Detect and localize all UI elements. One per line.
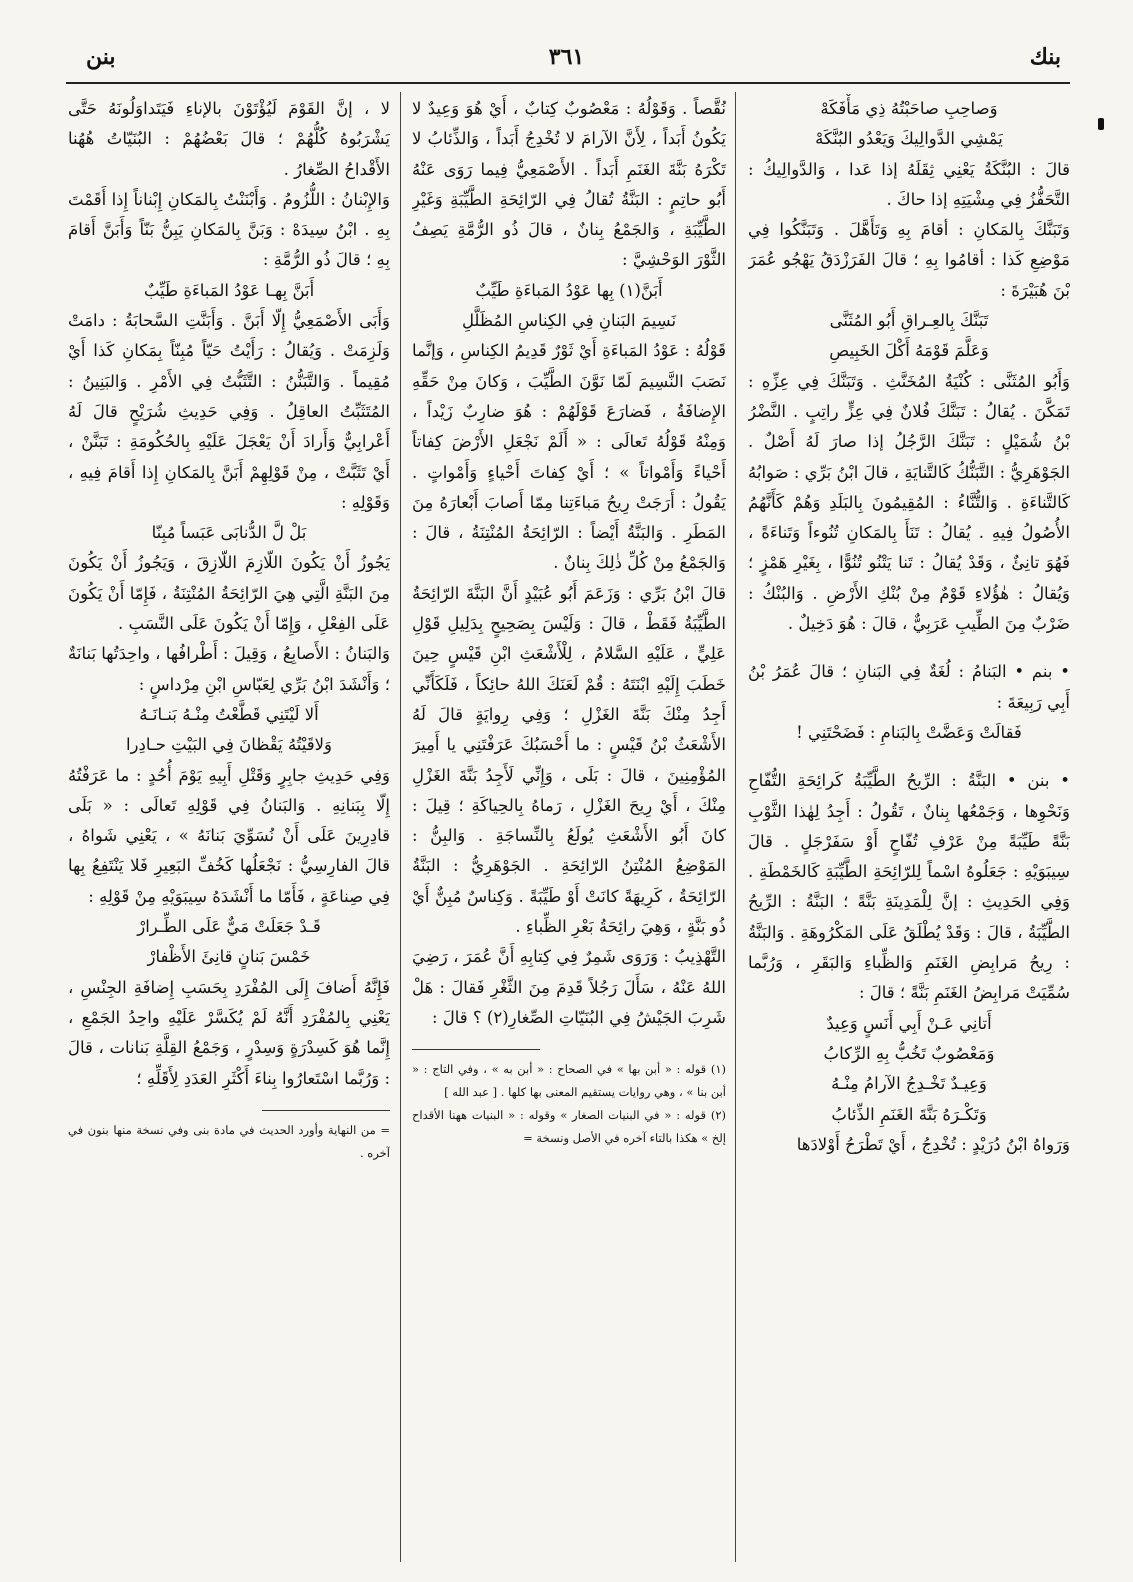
- verse-line: أَتانِي عَـنْ أَبِي أَنَسٍ وَعِيدٌ: [826, 1013, 992, 1033]
- entry-paragraph: يَجُوزُ أَنْ يَكُونَ اللّازِمَ اللّازِقَ ، وَيَجُوزُ أَنْ يَكُونَ مِنَ البَنَّةِ الَّتِي هِيَ الرّائِحَةُ المُنْتِنَةُ ، فَإِمّا أَنْ يَكُونَ عَلَى الفِعْلِ ، وَإِمّا أَنْ يَكُونَ عَلَى النَّسَبِ .: [68, 553, 390, 634]
- entry-paragraph: وَفِي حَدِيثِ جابِرٍ وَقَتْلِ أَبِيهِ يَوْمَ أُحُدٍ : ما عَرَفْتُهُ إِلّا بِبَنانِهِ . وَالبَنانُ فِي قَوْلِهِ تَعالَى : « بَلَى قادِرِينَ عَلَى أَنْ نُسَوِّيَ بَنانَهُ » ، يَعْنِي شَواهُ ، قالَ الفارِسِيُّ : نَجْعَلُها كَخُفِّ البَعِيرِ فَلا يَنْتَفِعُ بِها فِي صِناعَةٍ ، فَأَمّا ما أَنْشَدَهُ سِيبَوَيْهِ مِنْ قَوْلِهِ :: [68, 765, 390, 906]
- entry-paragraph: وَرَواهُ ابْنُ دُرَيْدٍ : تُخْدِجُ ، أَيْ تَطْرَحُ أَوْلادَها: [796, 1134, 1070, 1154]
- footnote: (٢) قوله : « في البنيات الصغار » وقوله : « البنيات ههنا الأقداح إلخ » هكذا بالتاء آخره في الأصل ونسخة =: [412, 1108, 726, 1146]
- entry-paragraph: قَوْلُهُ : عَوْدُ المَباءَةِ أَيْ ثَوْرٌ قَدِيمُ الكِناسِ ، وَإنَّما نَصَبَ النَّسِيمَ لَمّا نَوَّنَ الطَّيِّبَ ، وَكانَ مِنْ حَقِّهِ الإِضافَةُ ، فَضارَعَ قَوْلَهُمْ : هُوَ ضارِبٌ زَيْداً ، وَمِنْهُ قَوْلُهُ تَعالَى : « أَلَمْ نَجْعَلِ الأَرْضَ كِفاتاً أَحْياءً وَأَمْواتاً » ؛ أَيْ كِفاتَ أَحْياءٍ وَأَمْواتٍ . يَقُولُ : أَرَجَتْ رِيحُ مَباءَتِنا مِمّا أَصابَ أَبْعارَهُ مِنَ المَطَرِ . وَالبَنَّةُ أَيْضاً : الرّائِحَةُ المُنْتِنَةُ ، قالَ : وَالجَمْعُ مِنْ كُلِّ ذٰلِكَ بِنانٌ .: [412, 341, 726, 573]
- header-root-word-left: بنن: [86, 44, 116, 70]
- verse-line: وَلاقَيْتُهُ يَقْظانَ فِي البَيْتِ حـادِرا: [125, 735, 333, 755]
- verse-line: وَعِيـدٌ تَخْـدِجُ الآرامُ مِنْـهُ: [831, 1074, 987, 1094]
- column-left: [68, 94, 390, 1556]
- column-right: [748, 94, 1070, 1556]
- entry-paragraph: قالَ : البُنَّكَةُ يَعْنِي ثِقَلَهُ إذا عَدا ، وَالدَّوالِيكُ : التَّحَفُّزُ فِي مِشْيَتِهِ إذا حاكَ .: [748, 159, 1070, 209]
- verse-line: نَسِيمَ البَنانِ فِي الكِناسِ المُظَلَّلِ: [461, 311, 677, 331]
- entry-paragraph: • بنم • البَنامُ : لُغَةٌ فِي البَنانِ ؛ قالَ عُمَرُ بْنُ أَبِي رَبِيعَةَ :: [748, 662, 1070, 712]
- footnote: = من النهاية وأورد الحديث في مادة بنى وفي نسخة منها بنون في آخره .: [68, 1122, 390, 1160]
- entry-paragraph: وَالبَنانُ : الأَصابِعُ ، وَقِيلَ : أَطْرافُها ، واحِدَتُها بَنانَةٌ ؛ وَأَنْشَدَ ابْنُ بَرِّي لِعَبّاسِ ابْنِ مِرْداسٍ :: [68, 644, 390, 694]
- verse-line: بَلْ لَّ الدُّنابَى عَبَساً مُبِنّا: [151, 523, 307, 543]
- header-root-word-right: بنك: [1029, 44, 1061, 70]
- column-divider: [735, 92, 736, 1562]
- verse-line: وَتَكْـرَهُ بَنَّةَ الغَنَمِ الذِّئابُ: [831, 1104, 987, 1124]
- entry-paragraph: فَإِنَّهُ أَضافَ إِلَى المُفْرَدِ بِحَسَبِ إِضافَةِ الجِنْسِ ، يَعْنِي بِالمُفْرَدِ أَنَّهُ لَمْ يُكَسَّرْ عَلَيْهِ واحِدُ الجَمْعِ ، إِنَّما هُوَ كَسِدْرَةٍ وَسِدْرٍ ، وَجَمْعُ القِلَّةِ بَنانات ، قالَ : وَرُبَّما اسْتَعارُوا بِناءَ أَكْثَرِ العَدَدِ لِأَقَلِّهِ ؛: [68, 977, 390, 1088]
- verse-line: أَبَنَّ بِهـا عَوْدُ المَباءَةِ طَيِّبٌ: [143, 280, 315, 300]
- verse-line: وَمَعْصُوبٌ تَخُبُّ بِهِ الرِّكابُ: [823, 1043, 995, 1063]
- footnote: (١) قوله : « أبن بها » في الصحاح : « أبن به » ، وفي التاج : « أبن بنا » ، وهي روايات يستقيم المعنى بها كلها . [ عبد الله ]: [412, 1062, 726, 1100]
- entry-paragraph: لا ، إنَّ القَوْمَ لَيُؤْتَوْنَ بالإناءِ فَيَتَداوَلُونَهُ حَتَّى يَشْرَبُوهُ كُلُّهُمْ ؛ قالَ بَعْضُهُمْ : البُنَيّاتُ هُهُنا الأَقْداحُ الصِّغارُ .: [68, 99, 390, 179]
- entry-paragraph: نُقَّصاً . وَقَوْلُهُ : مَعْصُوبٌ كِتابٌ ، أَيْ هُوَ وَعِيدٌ لا يَكُونُ أَبَداً ، لِأَنَّ الآرامَ لا تُخْدِجُ أَبَداً ، وَالذِّئابُ لا تَكْرَهُ بَنَّةَ الغَنَمِ أَبَداً . الأَصْمَعِيُّ فِيما رَوَى عَنْهُ أَبُو حاتِمٍ : البَنَّةُ تُقالُ فِي الرّائِحَةِ الطَّيِّبَةِ وَغَيْرِ الطَّيِّبَةِ ، وَالجَمْعُ بِنانٌ ، قالَ ذُو الرُّمَّةِ يَصِفُ الثَّوْرَ الوَحْشِيَّ :: [412, 99, 726, 270]
- footnote-rule: [412, 1049, 540, 1050]
- header-rule: [66, 82, 1070, 84]
- column-middle: [412, 94, 726, 1556]
- entry-paragraph: قالَ ابْنُ بَرِّي : وَزَعَمَ أَبُو عُبَيْدٍ أَنَّ البَنَّةَ الرّائِحَةُ الطَّيِّبَةُ فَقَطْ ، قالَ : وَلَيْسَ بِصَحِيحٍ بِدَلِيلِ قَوْلِ عَلِيٍّ ، عَلَيْهِ السَّلامُ ، لِلْأَشْعَثِ ابْنِ قَيْسٍ حِينَ خَطَبَ إِلَيْهِ ابْنَتَهُ : قُمْ لَعَنَكَ اللهُ حائِكاً ، فَلَكَأَنِّي أَجِدُ مِنْكَ بَنَّةَ الغَزْلِ ؛ وَفِي رِوايَةٍ قالَ لَهُ الأَشْعَثُ بْنُ قَيْسٍ : ما أَحْسَبُكَ عَرَفْتَنِي يا أَمِيرَ المُؤْمِنِينَ ، قالَ : بَلَى ، وَإِنِّي لَأَجِدُ بَنَّةَ الغَزْلِ مِنْكَ ، أَيْ رِيحَ الغَزْلِ ، رَماهُ بِالحِياكَةِ ؛ قِيلَ : كانَ أَبُو الأَشْعَثِ يُولَعُ بِالنِّساجَةِ . وَالبِنُّ : المَوْضِعُ المُنْتِنُ الرّائِحَةِ . الجَوْهَرِيُّ : البَنَّةُ الرّائِحَةُ ، كَرِيهَةً كانَتْ أَوْ طَيِّبَةً . وَكِناسٌ مُبِنٌّ أَيْ ذُو بَنَّةٍ ، وَهِيَ رائِحَةُ بَعْرِ الظِّباءِ .: [412, 583, 726, 937]
- entry-paragraph: وَأَبُو المُثَنَّى : كُنْيَةُ المُخَنَّثِ . وَتَبَنَّكَ فِي عِزِّهِ : تَمَكَّنَ . يُقالُ : تَبَنَّكَ فُلانٌ فِي عِزٍّ راتِبٍ . النَّضْرُ بْنُ شُمَيْلٍ : تَبَنَّكَ الرَّجُلُ إذا صارَ لَهُ أَصْلٌ . الجَوْهَرِيُّ : التَّبَنُّكُ كَالتَّنايَةِ ، قالَ ابْنُ بَرِّي : صَوابُهُ كَالتَّناءَةِ . وَالتُّنَّاءُ : المُقِيمُونَ بِالبَلَدِ وَهُمْ كَأَنَّهُمُ الأُصُولُ فِيهِ . يُقالُ : تَنَأَ بِالمَكانِ تُنُوءاً وَتَناءَةً ، فَهُوَ تانِئٌ ، وَقَدْ يُقالُ : تَنا يَتْنُو تُنُوًّا ، بِغَيْرِ هَمْزٍ ؛ وَيُقالُ : هٰؤُلاءِ قَوْمٌ مِنْ بُنْكِ الأَرْضِ . وَالبُنْكُ : ضَرْبٌ مِنَ الطِّيبِ عَرَبِيٌّ ، قالَ : هُوَ دَخِيلٌ .: [748, 371, 1070, 634]
- verse-line: يَمْشِي الدَّوالِيكَ وَيَعْدُو البُنَّكَهْ: [815, 129, 1003, 149]
- section-gap: [748, 639, 1070, 657]
- verse-line: تَبَنَّكَ بِالعِـراقِ أَبُو المُثَنَّى: [829, 311, 989, 331]
- entry-paragraph: • بنن • البَنَّةُ : الرِّيحُ الطَّيِّبَةُ كَرائِحَةِ التُّفّاحِ وَنَحْوِها ، وَجَمْعُها بِنانٌ ، تَقُولُ : أَجِدُ لِهٰذا الثَّوْبِ بَنَّةً طَيِّبَةً مِنْ عَرْفِ تُفّاحٍ أَوْ سَفَرْجَلٍ . قالَ سِيبَوَيْهِ : جَعَلُوهُ اسْماً لِلرّائِحَةِ الطَّيِّبَةِ كَالخَمْطَةِ . وَفِي الحَدِيثِ : إنَّ لِلْمَدِينَةِ بَنَّةً ؛ البَنَّةُ : الرِّيحُ الطَّيِّبَةُ ، قالَ : وَقَدْ يُطْلَقُ عَلَى المَكْرُوهَةِ . وَالبَنَّةُ : رِيحُ مَرابِضِ الغَنَمِ وَالظِّباءِ وَالبَقَرِ ، وَرُبَّما سُمِّيَتْ مَرابِضُ الغَنَمِ بَنَّةً ؛ قالَ :: [748, 771, 1070, 1003]
- column-divider: [400, 92, 401, 1562]
- verse-line: خَمْسَ بَنانٍ قانِئَ الأَظْفارْ: [147, 947, 311, 967]
- verse-line: وَعَلَّمَ قَوْمَهُ أَكْلَ الخَبِيصِ: [829, 341, 989, 361]
- verse-line: وَصاحِبِ صاحَبْتُهُ ذِي مَأْفَكَهْ: [820, 99, 998, 118]
- section-gap: [748, 748, 1070, 766]
- verse-line: فَقالَتْ وَعَضَّتْ بِالبَنامِ : فَضَحْتَنِي !: [796, 722, 1022, 742]
- verse-line: أَلا لَيْتَنِي قَطَّعْتُ مِنْـهُ بَنـانَـهُ: [139, 704, 319, 724]
- footnote-rule: [262, 1110, 390, 1111]
- page-number: ٣٦١: [548, 44, 585, 70]
- entry-paragraph: التَّهْذِيبُ : وَرَوَى شَمِرٌ فِي كِتابِهِ أَنَّ عُمَرَ ، رَضِيَ اللهُ عَنْهُ ، سَأَلَ رَجُلاً قَدِمَ مِنَ الثَّغْرِ فَقالَ : هَلْ شَرِبَ الجَيْشُ فِي البُنَيّاتِ الصِّغارِ(٢) ؟ قالَ :: [412, 947, 726, 1027]
- entry-paragraph: وَالإِبْنانُ : اللُّزُومُ . وَأَبْنَنْتُ بِالمَكانِ إِبْناناً إِذا أَقَمْتَ بِهِ . ابْنُ سِيدَهْ : وَبَنَّ بِالمَكانِ يَبِنُّ بَنّاً وَأَبَنَّ أَقامَ بِهِ ؛ قالَ ذُو الرُّمَّةِ :: [68, 189, 390, 270]
- entry-paragraph: وَأَبَى الأَصْمَعِيُّ إِلّا أَبَنَّ . وَأَبَنَّتِ السَّحابَةُ : دامَتْ وَلَزِمَتْ . وَيُقالُ : رَأَيْتُ حَيّاً مُبِنّاً بِمَكانِ كَذا أَيْ مُقِيماً . وَالتَّبَنُّنُ : التَّثَبُّتُ فِي الأَمْرِ . وَالبَنِينُ : المُتَثَبِّتُ العاقِلُ . وَفِي حَدِيثِ شُرَيْحٍ قالَ لَهُ أَعْرابِيٌّ وَأَرادَ أَنْ يَعْجَلَ عَلَيْهِ بِالحُكُومَةِ : تَبَنَّنْ ، أَيْ تَثَبَّتْ ، مِنْ قَوْلِهِمْ أَبَنَّ بِالمَكانِ إِذا أَقامَ فِيهِ ، وَقَوْلِهِ :: [68, 311, 390, 512]
- verse-line: أَبَنَّ(١) بِها عَوْدُ المَباءَةِ طَيِّبٌ: [475, 280, 663, 300]
- margin-mark: [1098, 118, 1104, 130]
- entry-paragraph: وَتَبَنَّكَ بِالمَكانِ : أقامَ بِهِ وَتَأَهَّلَ . وَتَبَنَّكُوا فِي مَوْضِعِ كَذا : أقامُوا بِهِ ؛ قالَ الفَرَزْدَقُ يَهْجُو عُمَرَ بْنَ هُبَيْرَةَ :: [748, 220, 1070, 300]
- verse-line: قَـدْ جَعَلَتْ مَيٌّ عَلَى الطِّـرارْ: [137, 917, 321, 937]
